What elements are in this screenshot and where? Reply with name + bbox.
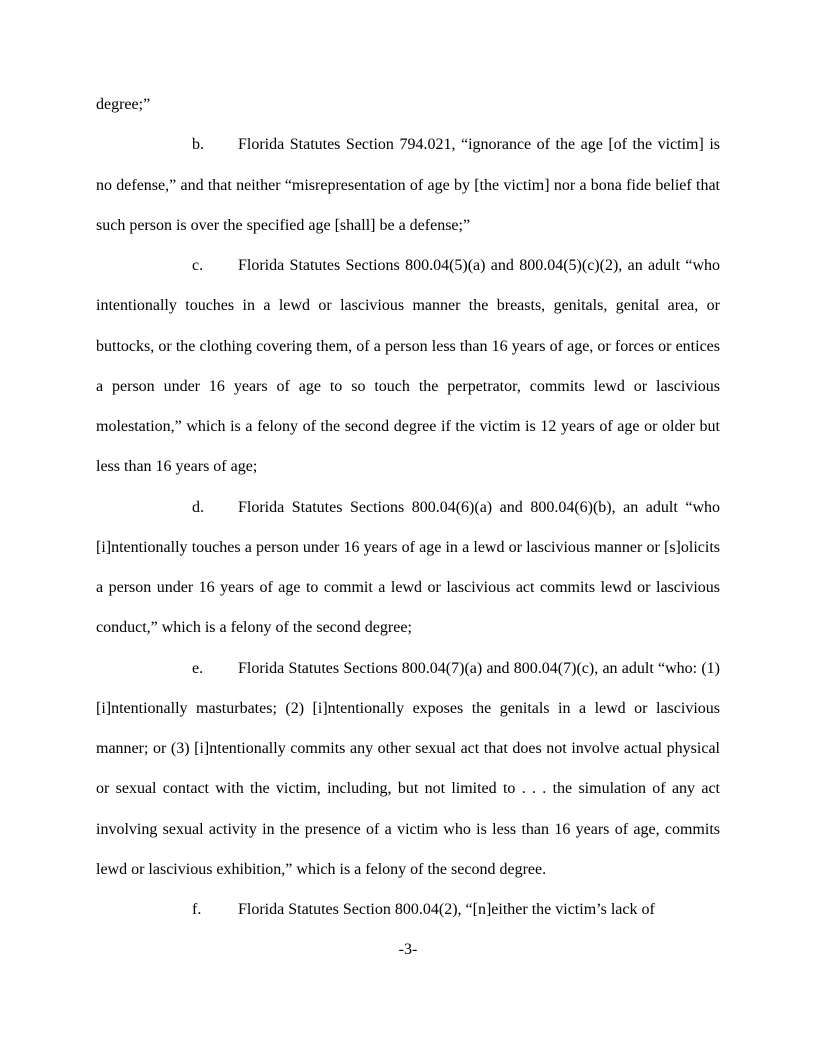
- paragraph-text: Florida Statutes Sections 800.04(5)(a) and 800.04(5)(c)(2), an adult “who intentionally touches in a lewd or lascivious manner the breasts, genitals, genital area, or buttocks, or the clothing covering them, of a person less than 16 years of age, or forces or entices a person under 16 years of age to so touch the perpetrator, commits lewd or lascivious molestation,” which is a felony of the second degree if the victim is 12 years of age or older but less than 16 years of age;: [96, 257, 720, 476]
- paragraph-text: Florida Statutes Section 800.04(2), “[n]either the victim’s lack of: [238, 901, 655, 918]
- document-body: [96, 85, 720, 930]
- lettered-paragraph: [96, 649, 720, 891]
- paragraph-letter: d.: [192, 498, 204, 516]
- paragraph-letter: f.: [192, 901, 202, 918]
- lettered-paragraph: [96, 125, 720, 246]
- lettered-paragraph: [96, 488, 720, 649]
- lettered-paragraph: [96, 890, 720, 930]
- paragraph-text: Florida Statutes Sections 800.04(7)(a) and 800.04(7)(c), an adult “who: (1) [i]ntentionally masturbates; (2) [i]ntentionally exposes the genitals in a lewd or lascivious manner; or (3) [i]ntentionally commits any other sexual act that does not involve actual physical or sexual contact with the victim, including, but not limited to . . . the simulation of any act involving sexual activity in the presence of a victim who is less than 16 years of age, commits lewd or lascivious exhibition,” which is a felony of the second degree.: [96, 659, 720, 878]
- paragraph-text: Florida Statutes Section 794.021, “ignorance of the age [of the victim] is no defense,” and that neither “misrepresentation of age by [the victim] nor a bona fide belief that such person is over the specified age [shall] be a defense;”: [96, 136, 720, 234]
- page-number: -3-: [398, 941, 418, 958]
- paragraph-letter: c.: [192, 257, 204, 274]
- continuation-line: degree;”: [96, 96, 151, 113]
- paragraph-letter: b.: [192, 136, 204, 154]
- lettered-paragraph: [96, 246, 720, 488]
- paragraph-letter: e.: [192, 659, 204, 677]
- paragraph-list: [96, 125, 720, 930]
- paragraph-text: Florida Statutes Sections 800.04(6)(a) and 800.04(6)(b), an adult “who [i]ntentionally touches a person under 16 years of age in a lewd or lascivious manner or [s]olicits a person under 16 years of age to commit a lewd or lascivious act commits lewd or lascivious conduct,” which is a felony of the second degree;: [96, 498, 720, 637]
